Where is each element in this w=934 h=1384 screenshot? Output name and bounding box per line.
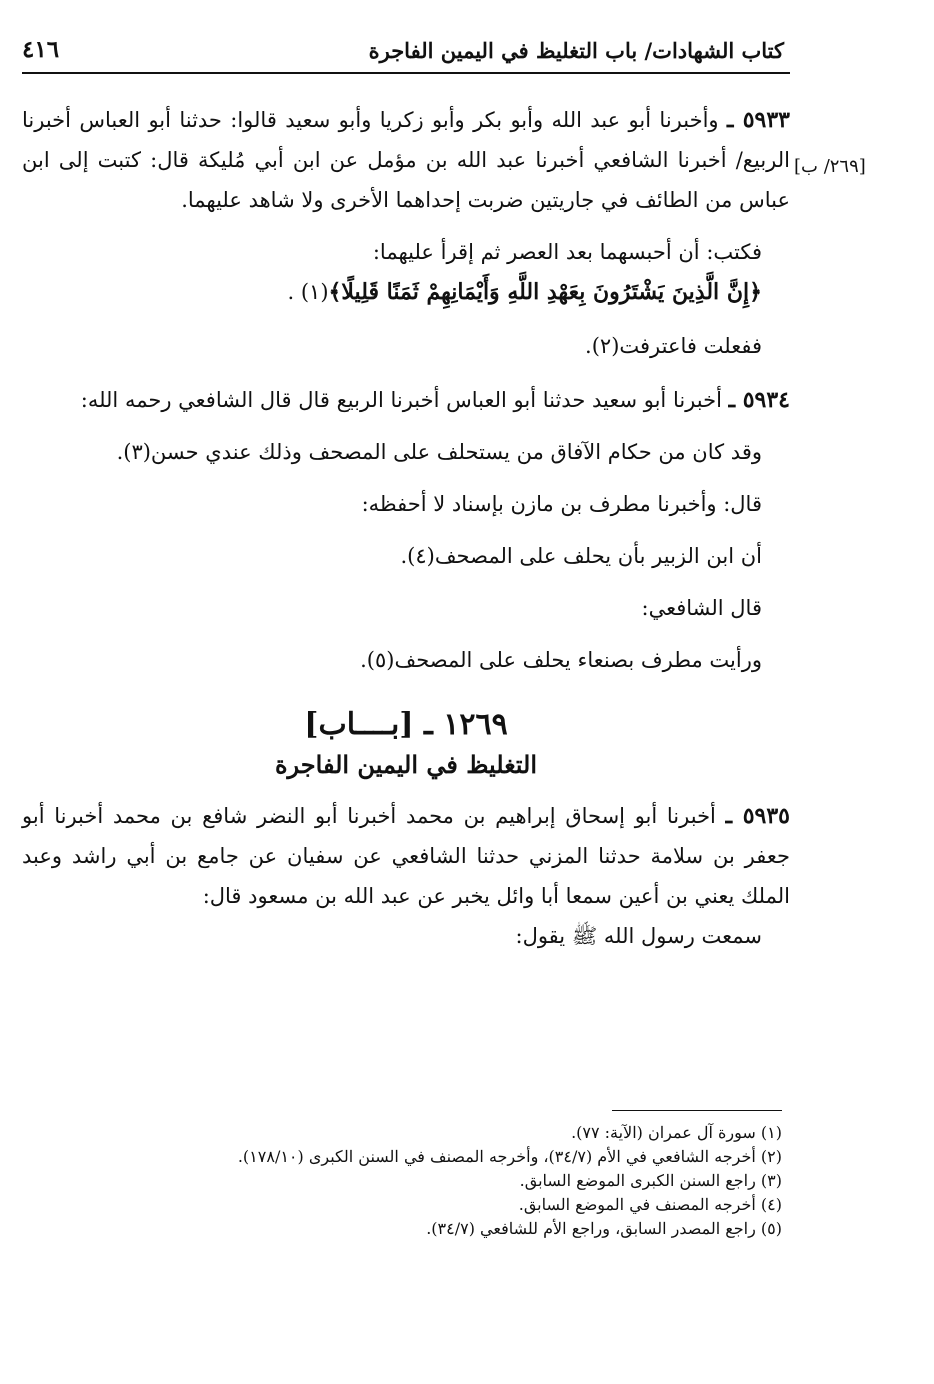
footnote: (٤) أخرجه المصنف في الموضع السابق. bbox=[518, 1195, 782, 1214]
text-paragraph: أن ابن الزبير بأن يحلف على المصحف(٤). bbox=[400, 544, 762, 568]
chapter-heading bbox=[22, 704, 790, 784]
footnote: (١) سورة آل عمران (الآية: ٧٧). bbox=[571, 1123, 782, 1142]
text-paragraph: قال الشافعي: bbox=[641, 596, 762, 620]
footnote-ref: (١) . bbox=[287, 280, 329, 304]
text-paragraph: فكتب: أن أحبسهما بعد العصر ثم إقرأ عليهما: bbox=[372, 240, 762, 264]
footnote: (٥) راجع المصدر السابق، وراجع الأم للشافعي (٣٤/٧). bbox=[426, 1219, 782, 1238]
footnote: (٣) راجع السنن الكبرى الموضع السابق. bbox=[519, 1171, 782, 1190]
hadith-5935 bbox=[22, 796, 790, 916]
page-number: ٤١٦ bbox=[22, 36, 60, 63]
hadith-text: وأخبرنا أبو عبد الله وأبو بكر وأبو زكريا وأبو سعيد قالوا: حدثنا أبو العباس أخبرنا الربيع/ أخبرنا الشافعي أخبرنا عبد الله بن مؤمل عن ابن أبي مُليكة قال: كتبت إلى ابن عباس من الطائف في جاريتين ضربت إحداهما الأخرى ولا شاهد عليهما. bbox=[22, 108, 790, 212]
footnote: (٢) أخرجه الشافعي في الأم (٣٤/٧)، وأخرجه المصنف في السنن الكبرى (١٧٨/١٠). bbox=[237, 1147, 782, 1166]
hadith-5934 bbox=[22, 380, 790, 420]
margin-folio-note: [٢٦٩/ ب] bbox=[794, 156, 866, 177]
hadith-number: ٥٩٣٥ ـ bbox=[725, 803, 790, 829]
hadith-text: أخبرنا أبو سعيد حدثنا أبو العباس أخبرنا الربيع قال قال الشافعي رحمه الله: bbox=[80, 388, 722, 412]
main-text bbox=[22, 100, 790, 956]
text-paragraph: ففعلت فاعترفت(٢). bbox=[585, 334, 762, 358]
text-paragraph: سمعت رسول الله ﷺ يقول: bbox=[515, 924, 762, 948]
text-paragraph: وقد كان من حكام الآفاق من يستحلف على المصحف وذلك عندي حسن(٣). bbox=[116, 440, 762, 464]
hadith-number: ٥٩٣٤ ـ bbox=[728, 387, 790, 413]
page-header bbox=[22, 32, 790, 74]
chapter-title: التغليظ في اليمين الفاجرة bbox=[274, 750, 537, 779]
text-paragraph: ورأيت مطرف بصنعاء يحلف على المصحف(٥). bbox=[360, 648, 762, 672]
footnotes bbox=[22, 1110, 790, 1241]
text-paragraph: قال: وأخبرنا مطرف بن مازن بإسناد لا أحفظه: bbox=[361, 492, 762, 516]
hadith-text: أخبرنا أبو إسحاق إبراهيم بن محمد أخبرنا أبو النضر شافع بن محمد أخبرنا أبو جعفر بن سلامة حدثنا المزني حدثنا الشافعي عن سفيان عن جامع بن أبي راشد وعبد الملك يعني بن أعين سمعا أبا وائل يخبر عن عبد الله بن مسعود قال: bbox=[22, 804, 790, 908]
hadith-number: ٥٩٣٣ ـ bbox=[726, 107, 790, 133]
footnote-separator bbox=[612, 1110, 782, 1111]
chapter-number: ١٢٦٩ ـ [بــــاب] bbox=[304, 707, 508, 742]
running-title: كتاب الشهادات/ باب التغليظ في اليمين الفاجرة bbox=[368, 38, 784, 63]
hadith-5933 bbox=[22, 100, 790, 220]
quran-verse: ﴿إِنَّ الَّذِينَ يَشْتَرُونَ بِعَهْدِ اللَّهِ وَأَيْمَانِهِمْ ثَمَنًا قَلِيلًا﴾ bbox=[328, 279, 762, 305]
quran-verse-line bbox=[22, 272, 790, 312]
